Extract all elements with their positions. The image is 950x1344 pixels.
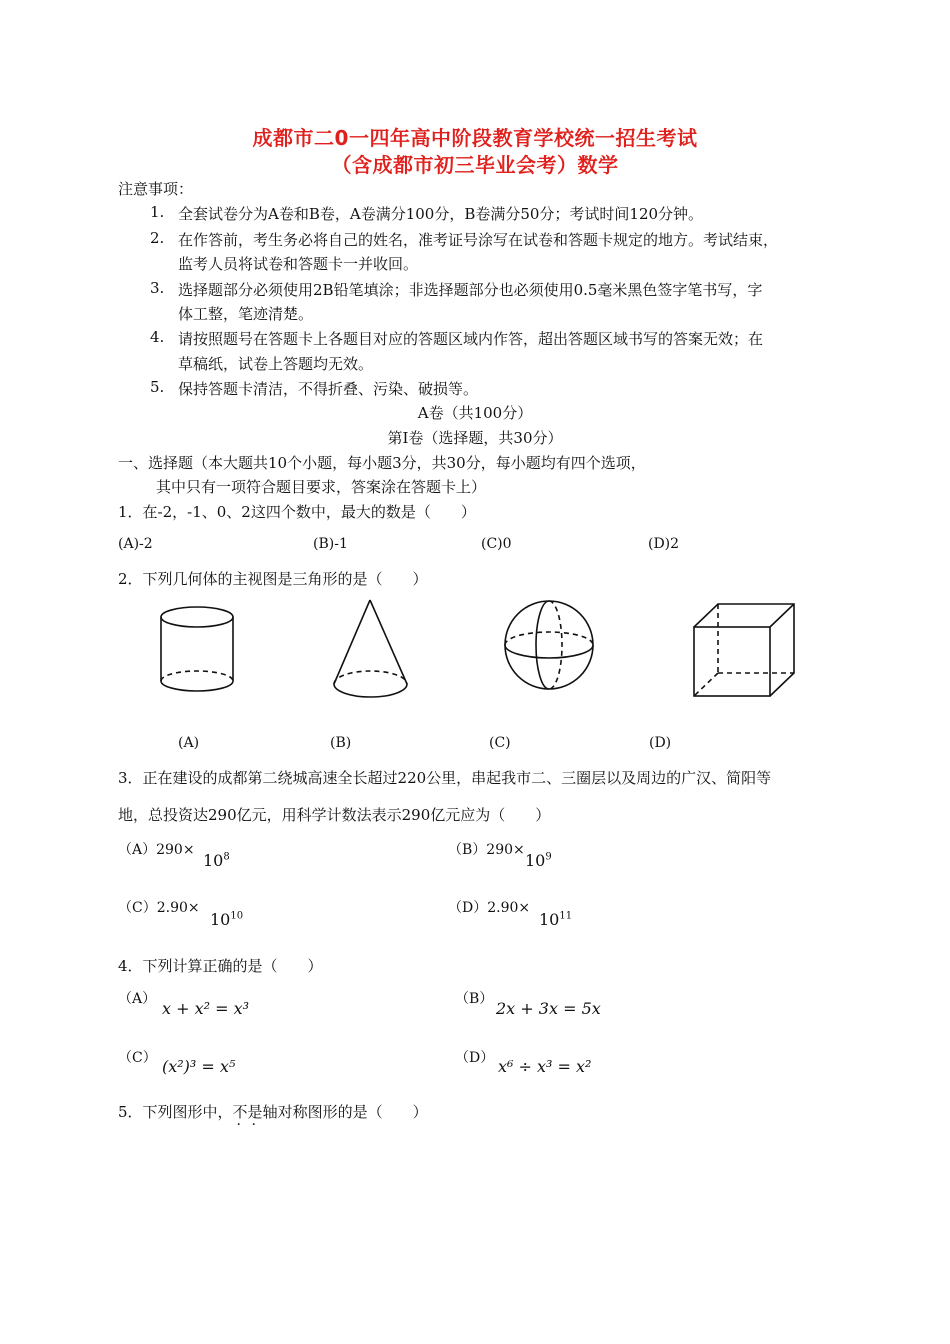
note-3-number: 3. (150, 279, 165, 297)
question-4-option-a-label: （A） (118, 991, 157, 1007)
question-5-stem-post: 轴对称图形的是（ ） (262, 1103, 428, 1121)
cone-icon (334, 600, 407, 697)
cylinder-icon (161, 607, 233, 691)
section-a-title: A卷（共100分） (417, 404, 533, 422)
question-2-label-c: (C) (489, 735, 511, 751)
question-4-option-d-expr: x⁶ ÷ x³ = x² (498, 1057, 592, 1076)
question-1-stem: 1．在-2，-1、0、2这四个数中，最大的数是（ ） (118, 503, 476, 521)
question-3-option-d-label: （D）2.90× (448, 900, 531, 916)
question-2-stem: 2．下列几何体的主视图是三角形的是（ ） (118, 570, 428, 588)
note-4-text-line1: 请按照题号在答题卡上各题目对应的答题区域内作答，超出答题区域书写的答案无效；在 (178, 330, 764, 348)
note-1-number: 1. (150, 203, 165, 221)
question-4-option-b-expr: 2x + 3x = 5x (496, 999, 601, 1018)
question-1-option-b: (B)-1 (313, 536, 348, 552)
cube-icon (694, 604, 794, 696)
question-5-emphasis: 不是 · · (232, 1103, 263, 1133)
note-3-text-line1: 选择题部分必须使用2B铅笔填涂；非选择题部分也必须使用0.5毫米黑色签字笔书写，字 (178, 281, 763, 299)
choice-instructions-line1: 一、选择题（本大题共10个小题，每小题3分，共30分，每小题均有四个选项， (118, 454, 646, 472)
question-2-label-b: (B) (330, 735, 352, 751)
notes-heading: 注意事项： (118, 180, 194, 198)
note-4-number: 4. (150, 328, 165, 346)
question-1-option-d: (D)2 (648, 536, 680, 552)
question-4-option-c-expr: (x²)³ = x⁵ (162, 1057, 236, 1076)
note-4-text-line2: 草稿纸，试卷上答题均无效。 (178, 355, 374, 373)
question-4-option-d-label: （D） (455, 1050, 495, 1066)
question-5-stem (118, 1101, 428, 1133)
question-5-stem-pre: 5．下列图形中， (118, 1103, 233, 1121)
question-4-option-a-expr: x + x² = x³ (162, 999, 250, 1018)
question-3-stem-line1: 3．正在建设的成都第二绕城高速全长超过220公里，串起我市二、三圈层以及周边的广汉、简阳等 (118, 769, 772, 787)
question-4-stem: 4．下列计算正确的是（ ） (118, 957, 323, 975)
question-3-option-a-label: （A）290× (118, 842, 195, 858)
question-1-option-c: (C)0 (481, 536, 512, 552)
question-4-option-c-label: （C） (118, 1050, 157, 1066)
question-3-option-c-label: （C）2.90× (118, 900, 200, 916)
note-2-number: 2. (150, 229, 165, 247)
question-2-label-a: (A) (178, 735, 200, 751)
question-3-option-b-power: $10^9$ (525, 851, 552, 870)
choice-instructions-line2: 其中只有一项符合题目要求，答案涂在答题卡上） (156, 478, 487, 496)
question-1-option-a: (A)-2 (118, 536, 153, 552)
note-3-text-line2: 体工整，笔迹清楚。 (178, 305, 314, 323)
exam-title-line1: 成都市二0一四年高中阶段教育学校统一招生考试 (252, 126, 698, 150)
question-3-option-b-label: （B）290× (448, 842, 525, 858)
note-2-text-line2: 监考人员将试卷和答题卡一并收回。 (178, 255, 419, 273)
question-3-option-d-power: $10^{11}$ (539, 910, 573, 929)
sphere-icon (505, 601, 593, 689)
note-1-text: 全套试卷分为A卷和B卷，A卷满分100分，B卷满分50分；考试时间120分钟。 (178, 205, 704, 223)
question-3-stem-line2: 地，总投资达290亿元，用科学计数法表示290亿元应为（ ） (118, 806, 551, 824)
note-5-number: 5. (150, 378, 165, 396)
part-1-title: 第Ⅰ卷（选择题，共30分） (387, 429, 563, 447)
exam-title-line2: （含成都市初三毕业会考）数学 (331, 153, 619, 177)
question-3-option-c-power: $10^{10}$ (210, 910, 244, 929)
note-2-text-line1: 在作答前，考生务必将自己的姓名，准考证号涂写在试卷和答题卡规定的地方。考试结束， (178, 231, 779, 249)
question-4-option-b-label: （B） (455, 991, 494, 1007)
note-5-text: 保持答题卡清洁，不得折叠、污染、破损等。 (178, 380, 479, 398)
question-3-option-a-power: $10^8$ (203, 851, 230, 870)
question-2-label-d: (D) (649, 735, 672, 751)
